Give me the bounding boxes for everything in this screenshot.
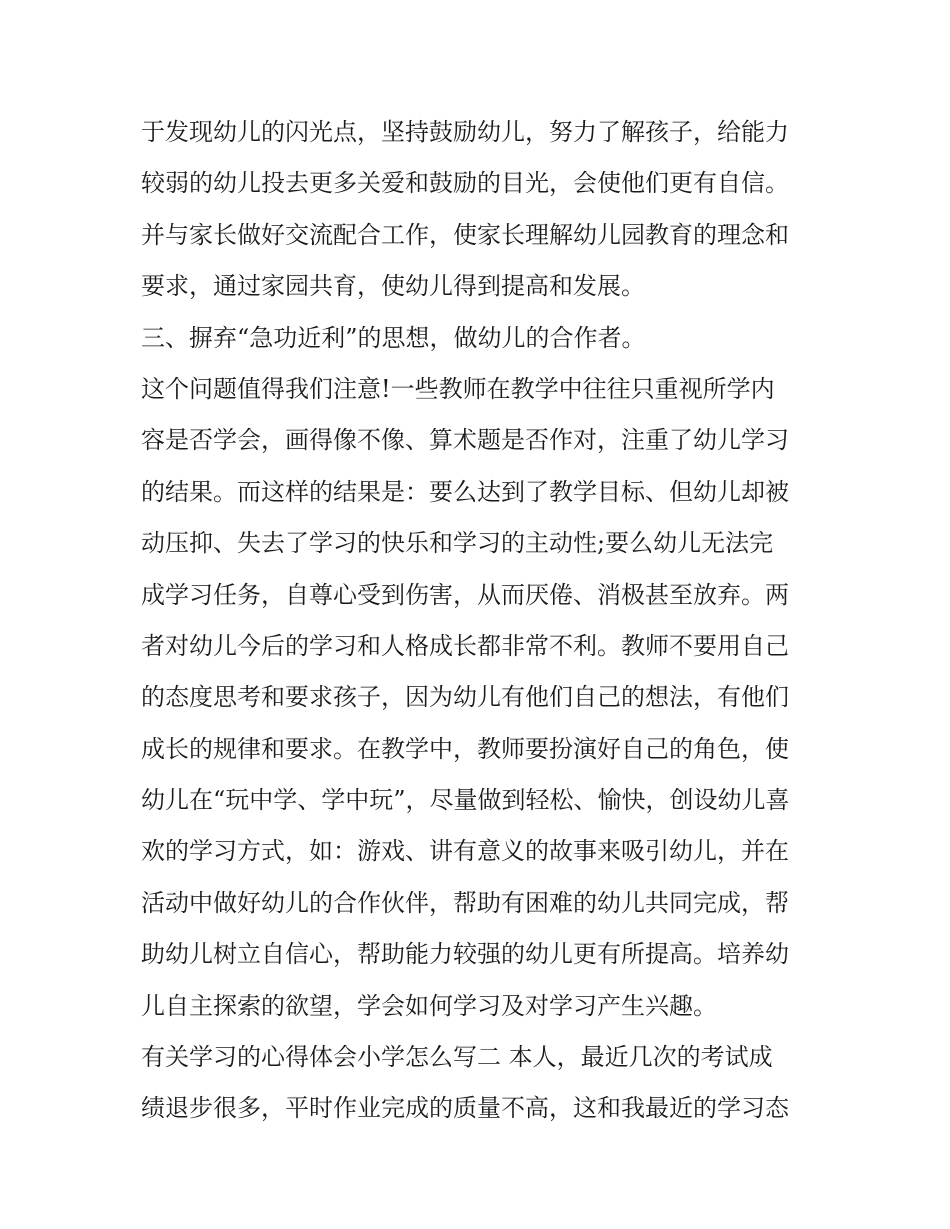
text-line-2: 较弱的幼儿投去更多关爱和鼓励的目光，会使他们更有自信。 (141, 169, 789, 198)
text-line-18: 儿自主探索的欲望，学会如何学习及对学习产生兴趣。 (141, 991, 717, 1020)
text-line-15: 欢的学习方式，如：游戏、讲有意义的故事来吸引幼儿，并在 (141, 837, 789, 866)
text-line-13: 成长的规律和要求。在教学中，教师要扮演好自己的角色，使 (141, 734, 789, 763)
text-line-4: 要求，通过家园共育，使幼儿得到提高和发展。 (141, 272, 645, 301)
text-line-14: 幼儿在“玩中学、学中玩”，尽量做到轻松、愉快，创设幼儿喜 (141, 786, 790, 815)
text-line-12: 的态度思考和要求孩子，因为幼儿有他们自己的想法，有他们 (141, 683, 789, 712)
text-line-7: 容是否学会，画得像不像、算术题是否作对，注重了幼儿学习 (141, 426, 789, 455)
body-text (141, 107, 821, 1135)
text-line-10: 成学习任务，自尊心受到伤害，从而厌倦、消极甚至放弃。两 (141, 580, 789, 609)
text-line-17: 助幼儿树立自信心，帮助能力较强的幼儿更有所提高。培养幼 (141, 940, 789, 969)
text-line-1: 于发现幼儿的闪光点，坚持鼓励幼儿，努力了解孩子，给能力 (141, 118, 789, 146)
text-line-3: 并与家长做好交流配合工作，使家长理解幼儿园教育的理念和 (141, 220, 789, 249)
text-line-16: 活动中做好幼儿的合作伙伴，帮助有困难的幼儿共同完成，帮 (141, 888, 789, 917)
text-line-9: 动压抑、失去了学习的快乐和学习的主动性;要么幼儿无法完 (141, 529, 774, 558)
section-heading: 三、摒弃“急功近利”的思想，做幼儿的合作者。 (141, 323, 646, 352)
text-line-6: 这个问题值得我们注意!一些教师在教学中往往只重视所学内 (141, 374, 775, 403)
text-line-11: 者对幼儿今后的学习和人格成长都非常不利。教师不要用自己 (141, 631, 789, 660)
text-line-20: 绩退步很多，平时作业完成的质量不高，这和我最近的学习态 (141, 1094, 789, 1123)
text-line-8: 的结果。而这样的结果是：要么达到了教学目标、但幼儿却被 (141, 477, 789, 506)
text-line-19: 有关学习的心得体会小学怎么写二 本人，最近几次的考试成 (141, 1043, 773, 1072)
